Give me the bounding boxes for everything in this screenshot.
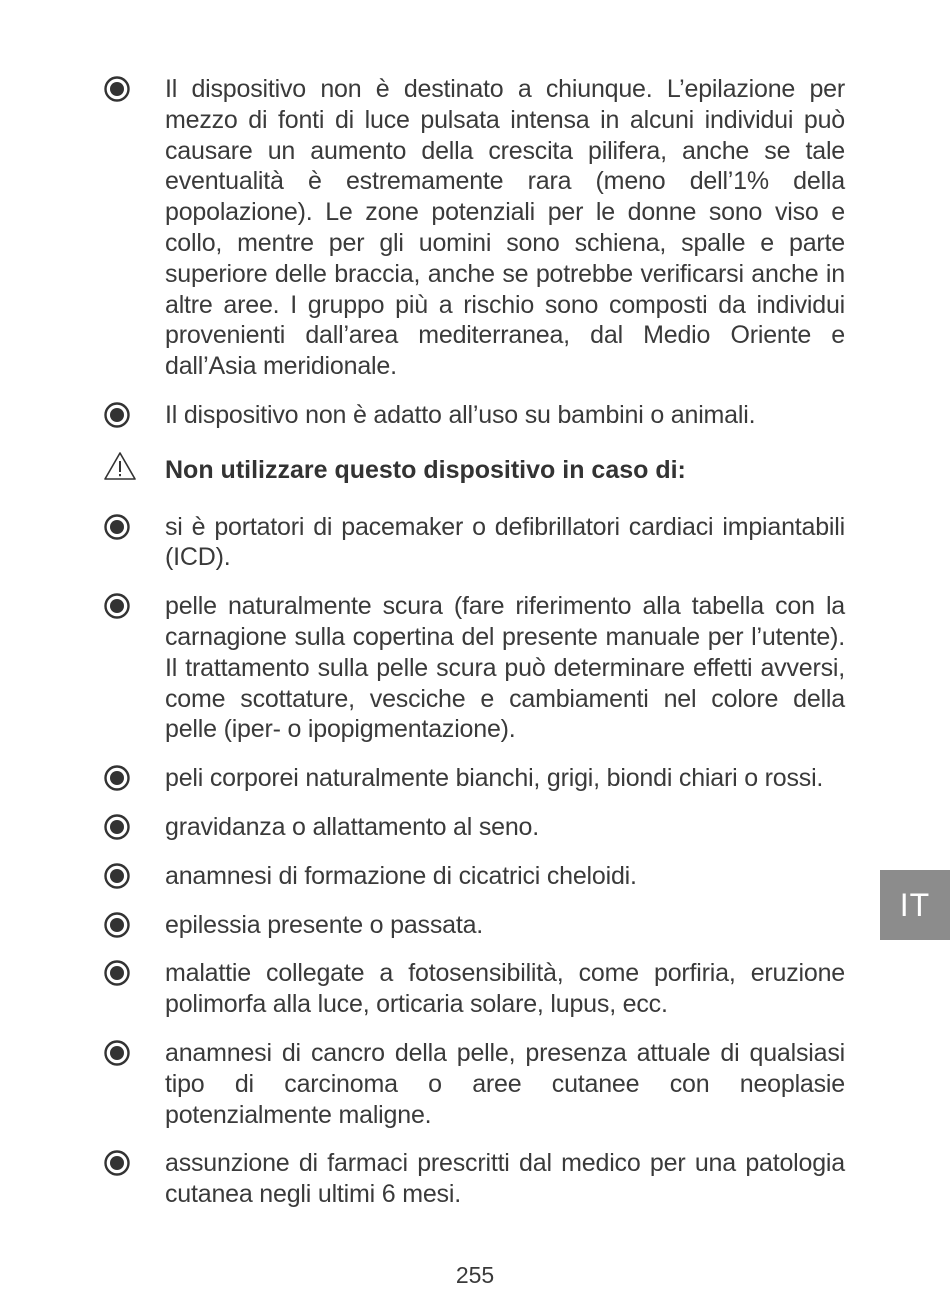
radio-bullet-icon xyxy=(104,863,130,889)
list-item xyxy=(165,763,845,794)
radio-bullet-icon xyxy=(104,960,130,986)
list-item-text: Il dispositivo non è destinato a chiunque. L’epilazione per mezzo di fonti di luce pulsata intensa in alcuni individui può causare un aumento della crescita pilifera, anche se tale eventualità è estremamente rara (meno dell’1% della popolazione). Le zone potenziali per le donne sono viso e collo, mentre per gli uomini sono schiena, spalle e parte superiore delle braccia, anche se potrebbe verificarsi anche in altre aree. I gruppo più a rischio sono composti da individui provenienti dall’area mediterranea, dal Medio Oriente e dall’Asia meridionale. xyxy=(165,75,845,381)
radio-bullet-icon xyxy=(104,814,130,840)
list-item-text: pelle naturalmente scura (fare riferimento alla tabella con la carnagione sulla copertina del presente manuale per l’utente). Il trattamento sulla pelle scura può determinare effetti avversi, come scottature, vesciche e cambiamenti nel colore della pelle (iper- o ipopigmentazione). xyxy=(165,592,845,744)
list-item-text: si è portatori di pacemaker o defibrillatori cardiaci impiantabili (ICD). xyxy=(165,512,845,572)
warning-heading-text: Non utilizzare questo dispositivo in caso di: xyxy=(165,455,686,484)
list-item xyxy=(165,812,845,843)
list-item-text: Il dispositivo non è adatto all’uso su bambini o animali. xyxy=(165,400,756,429)
list-item xyxy=(165,1038,845,1130)
list-item-text: assunzione di farmaci prescritti dal medico per una patologia cutanea negli ultimi 6 mesi. xyxy=(165,1149,845,1209)
radio-bullet-icon xyxy=(104,765,130,791)
list-item xyxy=(165,512,845,574)
list-item xyxy=(165,861,845,892)
page-content xyxy=(165,74,845,1228)
list-item-text: anamnesi di formazione di cicatrici cheloidi. xyxy=(165,861,637,890)
language-tab: IT xyxy=(880,870,950,940)
radio-bullet-icon xyxy=(104,76,130,102)
list-item xyxy=(165,74,845,382)
warning-heading xyxy=(165,455,845,486)
radio-bullet-icon xyxy=(104,514,130,540)
list-item xyxy=(165,400,845,431)
list-item-text: epilessia presente o passata. xyxy=(165,910,484,939)
list-item-text: gravidanza o allattamento al seno. xyxy=(165,812,539,841)
list-item xyxy=(165,1148,845,1210)
list-item xyxy=(165,958,845,1020)
list-item-text: anamnesi di cancro della pelle, presenza attuale di qualsiasi tipo di carcinoma o aree cutanee con neoplasie potenzialmente maligne. xyxy=(165,1038,845,1129)
warning-triangle-icon xyxy=(103,451,137,481)
radio-bullet-icon xyxy=(104,1040,130,1066)
list-item xyxy=(165,910,845,941)
list-item-text: peli corporei naturalmente bianchi, grigi, biondi chiari o rossi. xyxy=(165,764,824,793)
radio-bullet-icon xyxy=(104,912,130,938)
radio-bullet-icon xyxy=(104,402,130,428)
radio-bullet-icon xyxy=(104,1150,130,1176)
list-item xyxy=(165,591,845,745)
radio-bullet-icon xyxy=(104,593,130,619)
page-number: 255 xyxy=(455,1262,495,1288)
list-item-text: malattie collegate a fotosensibilità, come porfiria, eruzione polimorfa alla luce, orticaria solare, lupus, ecc. xyxy=(165,959,845,1019)
